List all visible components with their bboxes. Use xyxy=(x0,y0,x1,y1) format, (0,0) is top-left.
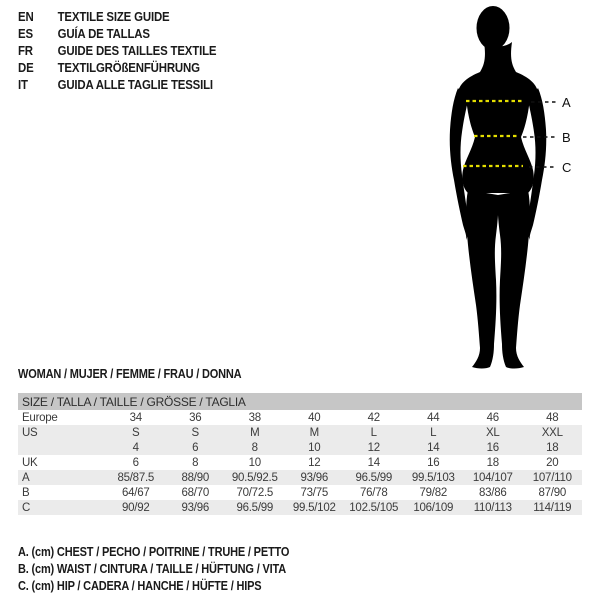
row-label: A xyxy=(18,470,106,485)
cell: 12 xyxy=(308,456,321,469)
measurement-legend xyxy=(18,544,326,595)
cell: 4 xyxy=(106,440,166,455)
cell: XL xyxy=(463,425,523,440)
legend-waist: B. (cm) WAIST / CINTURA / TAILLE / HÜFTUNG / VITA xyxy=(18,562,287,576)
measurement-figure xyxy=(410,0,600,380)
row-label: US xyxy=(18,425,106,440)
cell: 107/110 xyxy=(523,470,583,485)
cell: S xyxy=(106,425,166,440)
size-table-header-row xyxy=(18,393,582,410)
cell: 16 xyxy=(463,440,523,455)
lang-row-de xyxy=(18,59,216,76)
cell: 6 xyxy=(166,440,226,455)
size-table xyxy=(18,393,582,515)
cell: 90/92 xyxy=(106,500,166,515)
lang-row-fr xyxy=(18,42,216,59)
lang-code: ES xyxy=(18,26,33,41)
table-row-us-numbers xyxy=(18,440,582,455)
section-title-woman: WOMAN / MUJER / FEMME / FRAU / DONNA xyxy=(18,367,242,381)
cell: 76/78 xyxy=(359,486,388,499)
cell: 10 xyxy=(248,456,261,469)
cell: 73/75 xyxy=(300,486,329,499)
cell: 70/72.5 xyxy=(236,486,274,499)
cell: L xyxy=(404,425,464,440)
cell: 87/90 xyxy=(538,486,567,499)
cell: 16 xyxy=(427,456,440,469)
lang-title: GUÍA DE TALLAS xyxy=(57,26,150,41)
table-row-europe xyxy=(18,410,582,425)
table-row-uk xyxy=(18,455,582,470)
woman-silhouette xyxy=(450,6,547,369)
legend-hip: C. (cm) HIP / CADERA / HANCHE / HÜFTE / HIPS xyxy=(18,579,262,593)
cell: 102.5/105 xyxy=(344,500,404,515)
lang-title: TEXTILGRÖßENFÜHRUNG xyxy=(57,60,200,75)
cell: 18 xyxy=(523,440,583,455)
lang-code: IT xyxy=(18,77,28,92)
row-label: B xyxy=(22,486,30,499)
cell: 8 xyxy=(192,456,199,469)
cell: 93/96 xyxy=(166,500,226,515)
cell: 44 xyxy=(427,411,440,424)
cell: 96.5/99 xyxy=(225,500,285,515)
cell: M xyxy=(225,425,285,440)
table-row-hip-c xyxy=(18,500,582,515)
table-row-chest-a xyxy=(18,470,582,485)
cell: 42 xyxy=(367,411,380,424)
cell: S xyxy=(166,425,226,440)
cell: 79/82 xyxy=(419,486,448,499)
cell: 14 xyxy=(367,456,380,469)
cell: 34 xyxy=(129,411,142,424)
table-row-waist-b xyxy=(18,485,582,500)
table-row-us-letters xyxy=(18,425,582,440)
cell: 10 xyxy=(285,440,345,455)
lang-code: FR xyxy=(18,43,33,58)
language-title-block xyxy=(18,8,243,93)
cell: 90.5/92.5 xyxy=(225,470,285,485)
cell: 68/70 xyxy=(181,486,210,499)
lang-row-es xyxy=(18,25,216,42)
row-label xyxy=(18,440,106,455)
cell: 40 xyxy=(308,411,321,424)
lang-code: EN xyxy=(18,9,34,24)
cell: 48 xyxy=(546,411,559,424)
cell: 114/119 xyxy=(523,500,583,515)
cell: 110/113 xyxy=(463,500,523,515)
cell: 18 xyxy=(486,456,499,469)
hip-marker-label: C xyxy=(562,160,572,175)
cell: 64/67 xyxy=(121,486,150,499)
cell: 20 xyxy=(546,456,559,469)
size-table-header: SIZE / TALLA / TAILLE / GRÖSSE / TAGLIA xyxy=(18,393,582,410)
cell: 85/87.5 xyxy=(106,470,166,485)
cell: 12 xyxy=(344,440,404,455)
cell: 96.5/99 xyxy=(344,470,404,485)
cell: XXL xyxy=(523,425,583,440)
cell: 8 xyxy=(225,440,285,455)
cell: 104/107 xyxy=(463,470,523,485)
cell: 93/96 xyxy=(285,470,345,485)
row-label: C xyxy=(18,500,106,515)
lang-title: GUIDA ALLE TAGLIE TESSILI xyxy=(57,77,213,92)
waist-marker-label: B xyxy=(562,130,571,145)
cell: L xyxy=(344,425,404,440)
woman-silhouette-svg xyxy=(410,0,600,380)
cell: 83/86 xyxy=(478,486,507,499)
lang-title: TEXTILE SIZE GUIDE xyxy=(57,9,170,24)
row-label: UK xyxy=(22,456,38,469)
cell: 36 xyxy=(189,411,202,424)
lang-title: GUIDE DES TAILLES TEXTILE xyxy=(57,43,217,58)
cell: 88/90 xyxy=(166,470,226,485)
cell: 6 xyxy=(132,456,139,469)
cell: 38 xyxy=(248,411,261,424)
lang-row-it xyxy=(18,76,216,93)
cell: 14 xyxy=(404,440,464,455)
cell: 99.5/103 xyxy=(404,470,464,485)
cell: M xyxy=(285,425,345,440)
legend-chest: A. (cm) CHEST / PECHO / POITRINE / TRUHE / PETTO xyxy=(18,545,290,559)
lang-code: DE xyxy=(18,60,34,75)
cell: 106/109 xyxy=(404,500,464,515)
lang-row-en xyxy=(18,8,216,25)
cell: 46 xyxy=(486,411,499,424)
row-label: Europe xyxy=(22,411,58,424)
cell: 99.5/102 xyxy=(285,500,345,515)
chest-marker-label: A xyxy=(562,95,571,110)
